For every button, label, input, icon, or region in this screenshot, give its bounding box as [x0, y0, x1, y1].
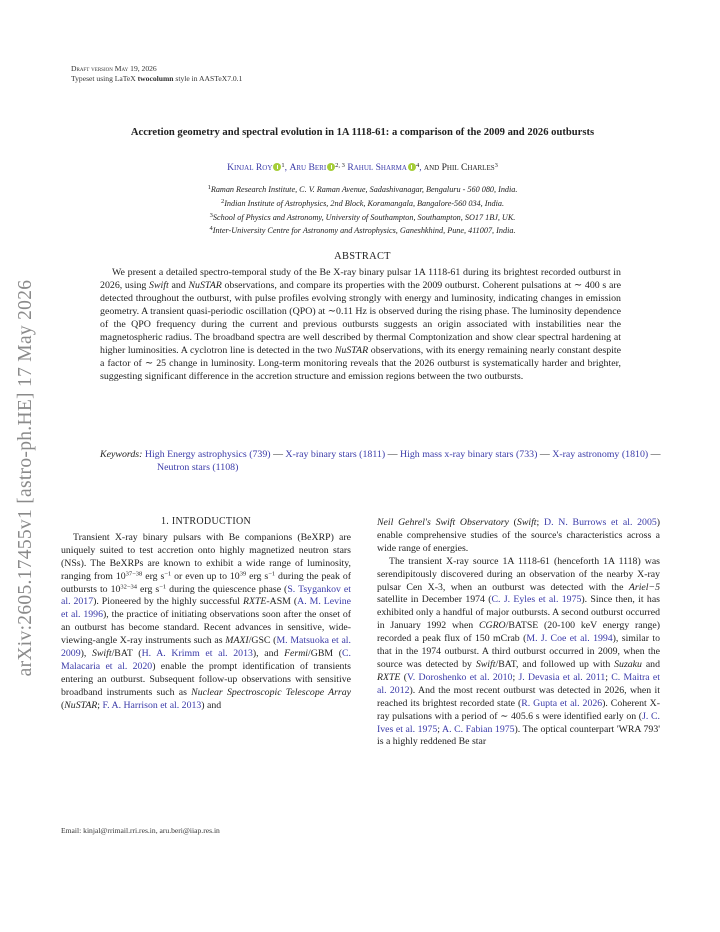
keywords-block: Keywords: High Energy astrophysics (739) — X-ray binary stars (1811) — High mass x-ray binary stars (733) — X-ray astronomy (1810) — Neutron stars (1108) [100, 449, 661, 474]
abstract-body: We present a detailed spectro-temporal study of the Be X-ray binary pulsar 1A 1118-61 during its brightest recorded outburst in 2026, using Swift and NuSTAR observations, and compare its properties with the 2009 outburst. Coherent pulsations at ∼ 400 s are detected throughout the outburst, with pulse profiles evolving strongly with energy and luminosity, indicating changes in emission geometry. A transient quasi-periodic oscillation (QPO) at ∼0.11 Hz is observed during the rising phase. The luminosity dependence of the QPO frequency during the current and previous outbursts suggests an origin associated with instabilities near the magnetospheric radius. The broadband spectra are well described by thermal Comptonization and show clear spectral hardening at higher luminosities. A cyclotron line is detected in the two NuSTAR observations, with its energy remaining nearly constant despite a factor of ∼ 25 change in luminosity. Long-term monitoring reveals that the 2026 outburst is systematically harder and brighter, suggesting significant difference in the accretion structure and emission regions between the two outbursts. [100, 267, 622, 383]
left-column [61, 516, 351, 713]
arxiv-identifier-stamp: arXiv:2605.17455v1 [astro-ph.HE] 17 May 2026 [15, 279, 36, 677]
abstract-heading: ABSTRACT [334, 251, 391, 262]
footnote-email: Email: kinjal@rrimail.rri.res.in, aru.beri@iiap.res.in [61, 826, 220, 835]
keyword-link[interactable]: Neutron stars (1108) [157, 462, 239, 474]
citation-link[interactable]: V. Doroshenko et al. 2010 [406, 671, 513, 683]
author-conjunction: and [424, 162, 440, 173]
citation-link[interactable]: C. J. Eyles et al. 1975 [491, 594, 582, 606]
affiliation-item: $^2$Indian Institute of Astrophysics, 2nd Block, Koramangala, Bangalore-560 034, India. [220, 197, 505, 208]
draft-version-line: Draft version May 19, 2026 [71, 64, 157, 73]
affiliation-item: $^3$School of Physics and Astronomy, University of Southampton, Southampton, SO17 1BJ, UK. [209, 211, 516, 222]
affiliation-item: $^1$Raman Research Institute, C. V. Raman Avenue, Sadashivanagar, Bengaluru - 560 080, India. [207, 184, 518, 194]
orcid-icon[interactable] [327, 163, 335, 171]
intro-paragraph-2: The transient X-ray source 1A 1118-61 (henceforth 1A 1118) was serendipitously discovered during an observation of the nearby X-ray pulsar Cen X-3, when an outburst was detected with the Ariel−5 satellite in December 1974 (C. J. Eyles et al. 1975). Since then, it has exhibited only a handful of major outbursts. A second outburst occurred in January 1992 when CGRO/BATSE (20-100 keV energy range) recorded a peak flux of 150 mCrab (M. J. Coe et al. 1994), similar to that in the 1974 outburst. A third outburst occurred in 2009, when the source was detected by Swift/BAT, and followed up with Suzaku and RXTE (V. Doroshenko et al. 2010; J. Devasia et al. 2011; C. Maitra et al. 2012). And the most recent outburst was detected in 2026, when it reached its brightest recorded state (R. Gupta et al. 2026). Coherent X-ray pulsations with a period of ∼ 405.6 s were identified early on (J. C. Ives et al. 1975; A. C. Fabian 1975). The optical counterpart 'WRA 793' is a highly reddened Be star [377, 555, 661, 748]
keyword-link[interactable]: High Energy astrophysics (739) [144, 449, 271, 460]
intro-paragraph-1: Transient X-ray binary pulsars with Be companions (BeXRP) are uniquely suited to test accretion onto highly magnetized neutron stars (NSs). The BeXRPs are known to exhibit a wide range of luminosity, ranging from $10^{37-38}$ erg $s^{-1}$ or even up to $10^{39}$ erg $s^{-1}$ during the peak of outbursts to $10^{32-34}$ erg $s^{-1}$ during the quiescence phase (S. Tsygankov et al. 2017). Pioneered by the highly successful RXTE-ASM (A. M. Levine et al. 1996), the practice of initiating observations soon after the onset of an outburst has become standard. Recent advances in sensitive, wide-viewing-angle X-ray instruments such as MAXI/GSC (M. Matsuoka et al. 2009), Swift/BAT (H. A. Krimm et al. 2013), and Fermi/GBM (C. Malacaria et al. 2020) enable the prompt identification of transients entering an outburst. Subsequent follow-up observations with sensitive broadband instruments such as Nuclear Spectroscopic Telescope Array (NuSTAR; F. A. Harrison et al. 2013) and [61, 531, 352, 711]
author-beri[interactable]: Aru Beri $^{2, 3}$ [289, 162, 345, 173]
citation-link[interactable]: S. Tsygankov et al. 2017 [61, 583, 351, 608]
citation-link[interactable]: A. M. Levine et al. 1996 [61, 596, 351, 621]
right-column [377, 517, 660, 749]
author-roy[interactable]: Kinjal Roy $^1$ [227, 162, 285, 173]
author-list: Kinjal Roy $^1$, Aru Beri $^{2, 3}$ Rahul Sharma $^4$, and Phil Charles$^3$ [227, 162, 498, 173]
citation-link[interactable]: R. Gupta et al. 2026 [521, 697, 603, 709]
citation-link[interactable]: C. Malacaria et al. 2020 [61, 648, 351, 672]
citation-link[interactable]: F. A. Harrison et al. 2013 [102, 699, 202, 711]
citation-link[interactable]: J. Devasia et al. 2011 [518, 671, 606, 683]
typeset-line: Typeset using LaTeX twocolumn style in AASTeX7.0.1 [71, 74, 243, 83]
latex-logo: LaTeX [114, 74, 136, 83]
paper-title: Accretion geometry and spectral evolution in 1A 1118-61: a comparison of the 2009 and 2026 outbursts [130, 127, 595, 138]
keyword-link[interactable]: X-ray astronomy (1810) [552, 449, 649, 460]
affiliation-list [80, 182, 645, 237]
section-heading-introduction: 1. INTRODUCTION [160, 516, 252, 527]
citation-link[interactable]: A. C. Fabian 1975 [442, 723, 515, 735]
author-charles: Phil Charles$^3$ [441, 162, 498, 173]
author-sharma[interactable]: Rahul Sharma $^4$ [347, 162, 420, 173]
intro-paragraph-1-continued: Neil Gehrel's Swift Observatory (Swift; D. N. Burrows et al. 2005) enable comprehensive studies of the source's characteristics across a wide range of energies. [377, 517, 661, 554]
keyword-link[interactable]: High mass x-ray binary stars (733) [399, 449, 538, 460]
citation-link[interactable]: C. Maitra et al. 2012 [377, 671, 661, 696]
orcid-icon[interactable] [408, 163, 416, 171]
citation-link[interactable]: H. A. Krimm et al. 2013 [141, 648, 253, 660]
preprint-header [71, 64, 242, 84]
citation-link[interactable]: M. Matsuoka et al. 2009 [61, 635, 351, 660]
citation-link[interactable]: D. N. Burrows et al. 2005 [544, 517, 657, 528]
keyword-link[interactable]: X-ray binary stars (1811) [285, 449, 386, 460]
citation-link[interactable]: J. C. Ives et al. 1975 [377, 710, 660, 735]
orcid-icon[interactable] [273, 163, 281, 171]
keywords-label: Keywords: [100, 449, 143, 460]
citation-link[interactable]: M. J. Coe et al. 1994 [526, 633, 613, 645]
affiliation-item: $^4$Inter-University Centre for Astronomy and Astrophysics, Ganeshkhind, Pune, 411007, India. [209, 225, 516, 236]
